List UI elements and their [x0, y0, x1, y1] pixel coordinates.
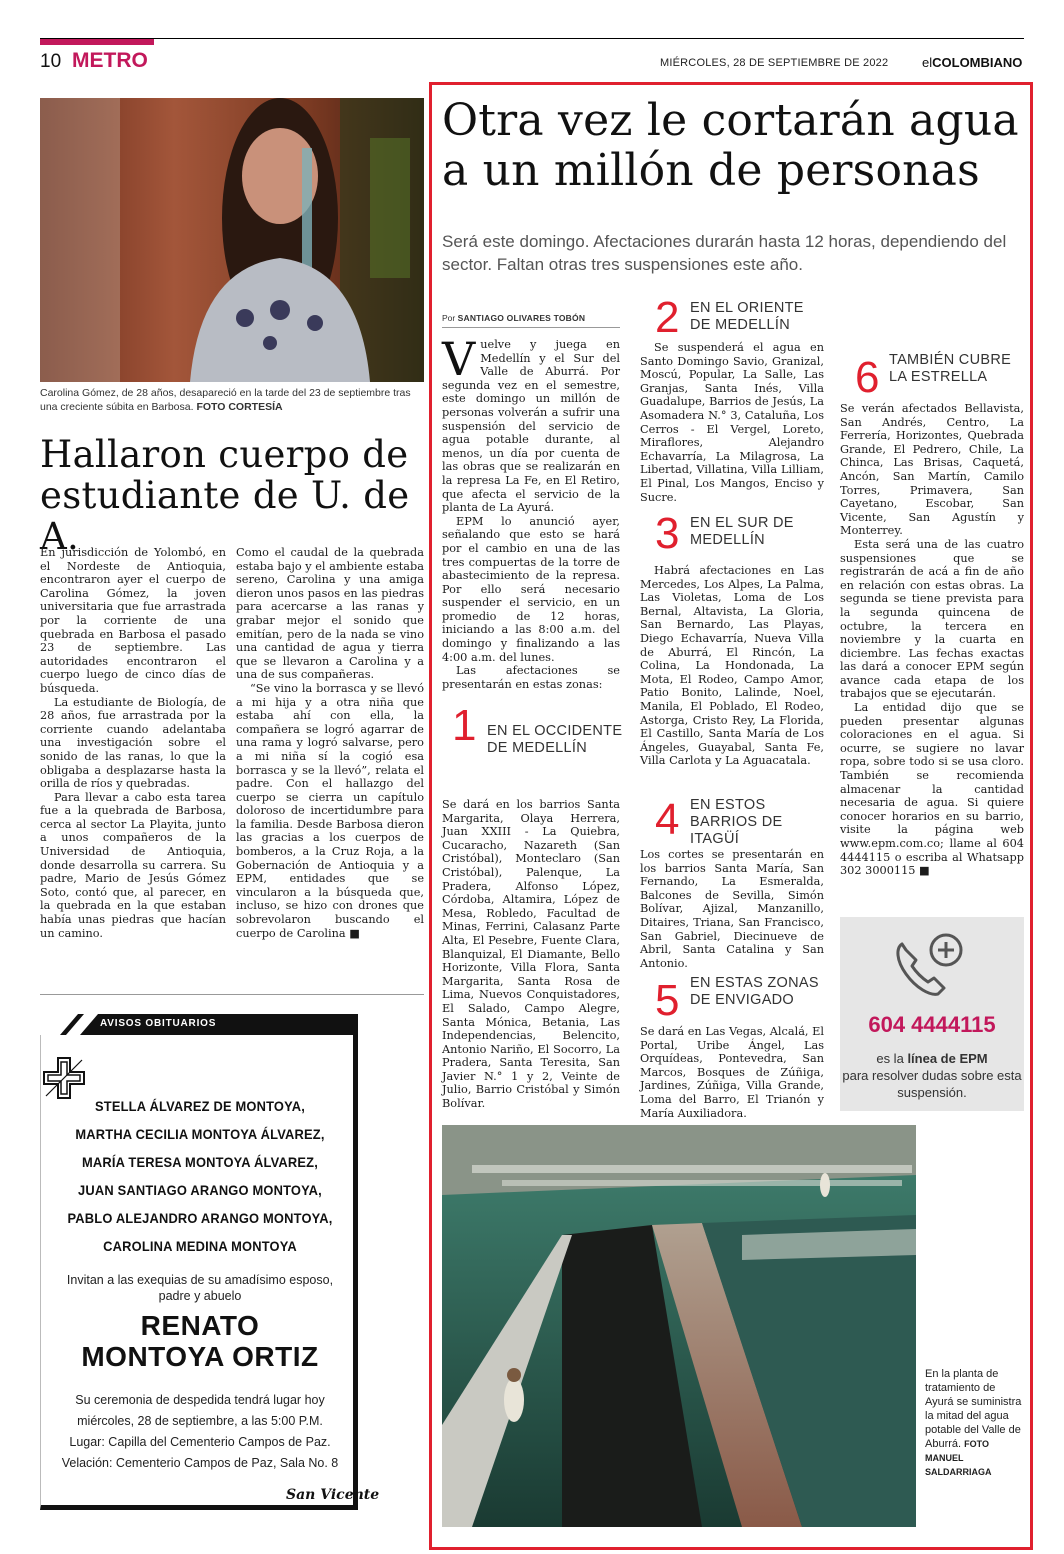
- paragraph-intro: [442, 332, 620, 515]
- paragraph: Se dará en los barrios Santa Margarita, Olaya Herrera, Juan XXIII - La Quiebra, Cucaracho, Nazareth (San Cristóbal), Monteclaro (San Cristóbal), Palenque, La Pradera, Alfonso López, Córdoba, Altamira, López de Mesa, Robledo, Facultad de Minas, Ferrini, Calasanz Parte Alta, El Pesebre, Fuente Clara, Blanquizal, El Diamante, Bello Horizonte, Villa Flora, Santa Margarita, Santa Rosa de Lima, Nuevos Conquistadores, El Salado, Campo Alegre, Santa Mónica, Betania, Las Independencias, Belencito, Antonio Nariño, El Socorro, La Pradera, Santa Teresita, San Javier N.° 1 y 2, Veinte de Julio, Barrio Cristóbal y Simón Bolívar.: [442, 798, 620, 1111]
- paragraph: La entidad dijo que se pueden presentar algunas coloraciones en el agua. Si ocurre, se sugiere no lavar ropa, sobre todo si se usa cloro. También se recomienda almacenar la cantidad necesaria de agua. Si quiere conocer horarios en su barrio, visite la página web www.epm.com.co; llame al 604 4444115 o escriba al Whatsapp 302 3000115 ■: [840, 701, 1024, 878]
- photo-student: [40, 98, 424, 382]
- student-story-col2: [236, 546, 424, 940]
- drop-cap: V: [442, 332, 476, 386]
- zone-label: EN ESTAS ZONAS DE ENVIGADO: [690, 975, 819, 1008]
- student-story-col1: [40, 546, 226, 940]
- photo-treatment-plant: [442, 1125, 916, 1527]
- obituary-info-line: Lugar: Capilla del Cementerio Campos de Paz.: [69, 1435, 331, 1449]
- paragraph: Se verán afectados Bellavista, San Andrés, Centro, La Ferrería, Horizontes, Quebrada Grande, El Pedrero, Chile, La Chinca, Las Brisas, Caquetá, Ancón, San Martín, Camilo Torres, Primavera, San Cayetano, Escobar, San Vicente, San Agustín y Monterrey.: [840, 402, 1024, 538]
- phone-plus-icon: [888, 930, 968, 1004]
- deceased-last-name: MONTOYA ORTIZ: [81, 1341, 319, 1372]
- headline-main: Otra vez le cortarán agua a un millón de personas: [442, 95, 1019, 196]
- photo-credit: FOTO CORTESÍA: [196, 401, 283, 413]
- zone-text: [640, 1025, 824, 1120]
- obituary-family-name: PABLO ALEJANDRO ARANGO MONTOYA,: [67, 1210, 333, 1226]
- paragraph: EPM lo anunció ayer, señalando que esto se hará por el cambio en una de las tres compuertas de la torre de abastecimiento de la represa. Por ello será necesario suspender el servicio, en un promedio de 12 horas, iniciando a las 8:00 a.m. del domingo y finalizando a las 4:00 a.m. del lunes.: [442, 514, 620, 664]
- zone-number: 4: [655, 795, 680, 844]
- zone-number: 3: [655, 509, 680, 558]
- zone-text: [442, 798, 620, 1111]
- photo-caption-text: Carolina Gómez, de 28 años, desapareció en la tarde del 23 de septiembre tras una creciente súbita en Barbosa.: [40, 387, 411, 413]
- zone-text: [640, 848, 824, 970]
- paragraph: “Se vino la borrasca y se llevó a mi hija y a otra niña que estaba ahí con ella, la compañera se logró agarrar de una rama y logró salvarse, pero a mi niña sí la cogió esa borrasca y se la llevó”, relata el padre. Con el hallazgo del cuerpo se cierra un capítulo doloroso de incertidumbre para la familia. Desde Barbosa dieron las gracias a los cuerpos de bomberos, a la Cruz Roja, a la Gobernación de Antioquia y a EPM, entidades que se vincularon a la búsqueda que, incluso, se hizo con drones que sobrevolaron buscando el cuerpo de Carolina ■: [236, 681, 424, 940]
- byline-prefix: Por: [442, 313, 456, 323]
- photo-credit: FOTO MANUEL SALDARRIAGA: [925, 1439, 992, 1477]
- zone-label: TAMBIÉN CUBRE LA ESTRELLA: [889, 352, 1012, 385]
- photo-student-image: [40, 98, 424, 382]
- paragraph: Se dará en Las Vegas, Alcalá, El Portal, Uribe Ángel, Las Orquídeas, Pontevedra, San Marcos, Bosques de Zúñiga, Jardines, Zúñiga, Villa Grande, Loma del Barro, El Trianón y María Auxiliadora.: [640, 1025, 824, 1120]
- obituary-bar-notch: [40, 1014, 98, 1035]
- zone-label: EN ESTOS BARRIOS DE ITAGÜÍ: [690, 797, 783, 847]
- issue-date: MIÉRCOLES, 28 DE SEPTIEMBRE DE 2022: [660, 57, 889, 69]
- byline: [442, 313, 620, 328]
- zone-text: [840, 402, 1024, 878]
- paragraph: La estudiante de Biología, de 28 años, fue arrastrada por la corriente cuando adelantaba una investigación sobre el sonido de las ranas, lo que la obligaba a desplazarse hasta la orilla de ríos y quebradas.: [40, 695, 226, 791]
- byline-name: SANTIAGO OLIVARES TOBÓN: [457, 313, 586, 323]
- obituary-family-name: CAROLINA MEDINA MONTOYA: [103, 1238, 297, 1254]
- zone-text: [640, 341, 824, 504]
- phone-text-post: para resolver dudas sobre esta suspensión.: [842, 1068, 1022, 1100]
- obituary-info-line: Su ceremonia de despedida tendrá lugar hoy: [75, 1393, 325, 1407]
- paragraph: Esta será una de las cuatro suspensiones que se registrarán de acá a fin de año en relación con estas obras. La segunda se tiene prevista para la segunda quincena de octubre, la tercera en noviembre y la cuarta en diciembre. Las fechas exactas las dará a conocer EPM según avance cada etapa de los trabajos que se ejecutarán.: [840, 537, 1024, 701]
- deceased-first-name: RENATO: [140, 1310, 260, 1341]
- paragraph: Habrá afectaciones en Las Mercedes, Los Alpes, La Palma, Las Violetas, Loma de Los Bernal, Altavista, La Gloria, San Bernardo, Las Playas, Diego Echavarría, Nueva Villa de Aburrá, El Rincón, La Colina, La Hondonada, La Mota, El Rodeo, Campo Amor, Patio Bonito, Lalinde, Noel, Manila, El Poblado, El Rodeo, Astorga, Cristo Rey, La Florida, El Castillo, Santa María de Los Ángeles, Guayabal, Santa Fe, Villa Carlota y La Aguacatala.: [640, 564, 824, 768]
- epm-phone-number: 604 4444115: [868, 1012, 996, 1037]
- intro-text: uelve y juega en Medellín y el Sur del Valle de Aburrá. Por segunda vez en el semestre, este domingo un millón de personas volverán a sufrir una suspensión del servicio de agua potable durante, al menos, un día por cuenta de las obras que se realizarán en la represa La Fe, en El Retiro, que afecta el servicio de la planta de La Ayurá.: [442, 338, 620, 515]
- zone-number: 6: [855, 353, 880, 402]
- paragraph: En jurisdicción de Yolombó, en el Nordeste de Antioquia, encontraron ayer el cuerpo de Carolina Gómez, la joven universitaria que fue arrastrada por la corriente de una quebrada en Barbosa el pasado 23 de septiembre. Las autoridades encontraron el cuerpo luego de cinco días de búsqueda.: [40, 546, 226, 695]
- phone-text-pre: es la: [876, 1051, 904, 1066]
- page-number: 10: [40, 51, 62, 72]
- zone-number: 2: [655, 293, 680, 342]
- column-divider: [40, 994, 424, 995]
- top-rule: [40, 38, 1024, 39]
- obituary-invite: Invitan a las exequias de su amadísimo esposo, padre y abuelo: [66, 1273, 334, 1303]
- zone-number: 1: [452, 701, 477, 750]
- headline-student: Hallaron cuerpo de estudiante de U. de A.: [40, 433, 410, 558]
- photo-caption-plant: [925, 1367, 1023, 1479]
- zone-number: 5: [655, 976, 680, 1025]
- funeral-home-logo: San Vicente: [286, 1487, 380, 1503]
- brand-logo: [922, 55, 1022, 70]
- brand-name: COLOMBIANO: [932, 55, 1023, 70]
- paragraph: Para llevar a cabo esta tarea fue a la quebrada de Barbosa, cerca al sector La Playita, junto a unos compañeros de la Universidad de Antioquia, donde desarrolla su carrera. Su padre, Mario de Jesús Gómez Soto, contó que, al parecer, en la quebrada en la que estaban había unas piedras que hacían un camino.: [40, 790, 226, 940]
- photo-caption-text: En la planta de tratamiento de Ayurá se suministra la mitad del agua potable del Valle de Aburrá.: [925, 1368, 1022, 1450]
- cross-icon: [42, 1056, 86, 1100]
- paragraph: Como el caudal de la quebrada estaba bajo y el ambiente estaba sereno, Carolina y una amiga dieron unos pasos en las piedras para acercarse a las ranas y grabar mejor el sonido que emitían, pero de la nada se vino una cantidad de agua y tierra que se llevaron a Carolina y a una de sus compañeras.: [236, 546, 424, 682]
- main-story-dek: Será este domingo. Afectaciones durarán hasta 12 horas, dependiendo del sector. Faltan otras tres suspensiones este año.: [442, 232, 1007, 274]
- obituary-family-name: JUAN SANTIAGO ARANGO MONTOYA,: [78, 1182, 322, 1198]
- paragraph: Los cortes se presentarán en los barrios Santa María, San Fernando, La Esmeralda, Balcones de Sevilla, Simón Bolívar, Ajizal, Manzanillo, Ditaires, Triana, San Francisco, San Gabriel, Diecinueve de Abril, Santa Catalina y San Antonio.: [640, 848, 824, 970]
- obituary-family-name: STELLA ÁLVAREZ DE MONTOYA,: [95, 1098, 305, 1114]
- obituary-deceased-name: [50, 1310, 350, 1372]
- obituary-family-name: MARTHA CECILIA MONTOYA ÁLVAREZ,: [75, 1126, 325, 1142]
- obituary-title: AVISOS OBITUARIOS: [100, 1018, 217, 1029]
- section-name: METRO: [72, 49, 148, 72]
- zone-label: EN EL SUR DE MEDELLÍN: [690, 515, 794, 548]
- paragraph: Las afectaciones se presentarán en estas zonas:: [442, 664, 620, 691]
- zone-label: EN EL ORIENTE DE MEDELLÍN: [690, 300, 804, 333]
- main-story-col1: [442, 332, 620, 691]
- epm-phone-text: [840, 1050, 1024, 1101]
- obituary-info-line: miércoles, 28 de septiembre, a las 5:00 P.M.: [77, 1414, 323, 1428]
- photo-treatment-plant-image: [442, 1125, 916, 1527]
- zone-label: EN EL OCCIDENTE DE MEDELLÍN: [487, 723, 623, 756]
- phone-text-bold: línea de EPM: [907, 1051, 988, 1066]
- section-tab: [40, 39, 154, 45]
- obituary-family-name: MARÍA TERESA MONTOYA ÁLVAREZ,: [81, 1154, 318, 1170]
- photo-caption-student: [40, 386, 424, 414]
- zone-text: [640, 564, 824, 768]
- paragraph: Se suspenderá el agua en Santo Domingo Savio, Granizal, Moscú, Popular, La Salle, Las Granjas, Santa Inés, Villa Guadalupe, Barrios de Jesús, La Asomadera N.° 3, Cataluña, Los Cerros - El Vergel, Loreto, Miraflores, Alejandro Echavarría, La Milagrosa, La Libertad, Villatina, Villa Lilliam, El Pinal, Los Mangos, Enciso y Sucre.: [640, 341, 824, 504]
- brand-prefix: el: [922, 55, 933, 70]
- obituary-info-line: Velación: Cementerio Campos de Paz, Sala No. 8: [61, 1456, 339, 1470]
